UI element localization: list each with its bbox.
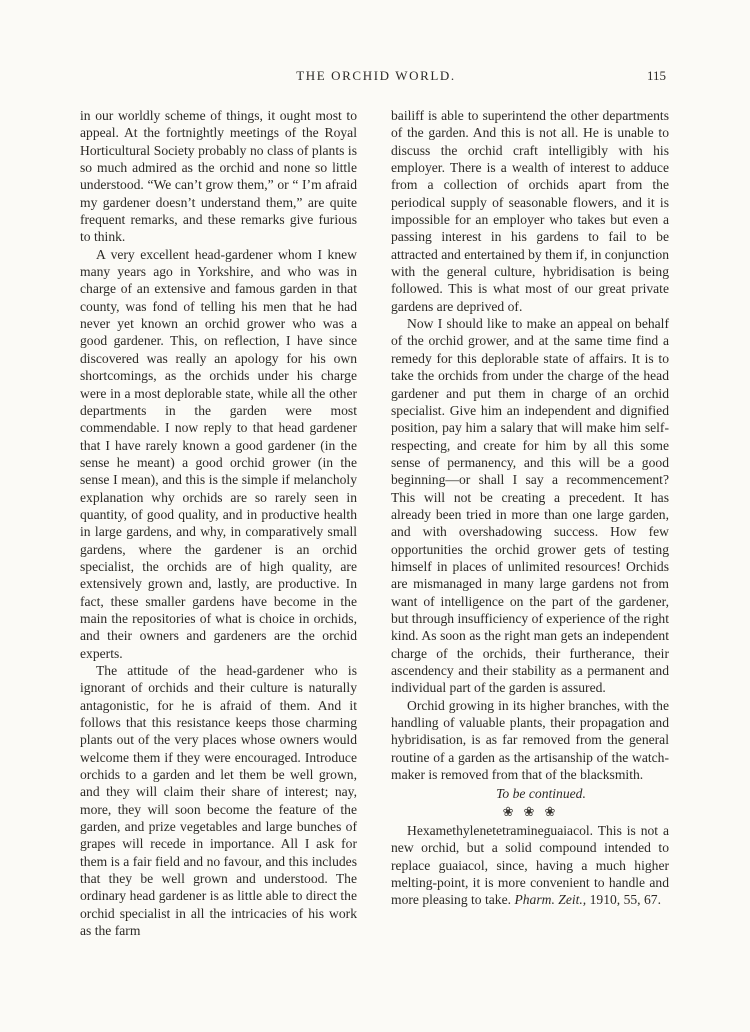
paragraph: Now I should like to make an appeal on behalf of the orchid grower, and at the same time find a remedy for this deplorable state of affairs. It is to take the orchids from under the charge of the head gardener and put them in charge of an orchid specialist. Give him an independent and dignified position, pay him a salary that will make him self-respecting, and create for him by all this some sense of permanency, and this will be a good beginning—or shall I say a recommencement? This will not be creating a precedent. It has already been tried in more than one large garden, and with overshadowing success. How few opportunities the orchid grower gets of testing himself in places of unlimited resources! Orchids are mismanaged in many large gardens not from want of intelligence on the part of the gardener, but through insufficiency of experience of the right kind. As soon as the right man gets an independent charge of the orchids, their furtherance, their ascendency and their stability as a permanent and individual part of the garden is assured. <box>391 316 669 696</box>
paragraph <box>391 822 669 909</box>
citation-journal: Pharm. Zeit., <box>514 892 587 908</box>
page-header <box>80 66 672 86</box>
to-be-continued: To be continued. <box>496 786 586 802</box>
paragraph: The attitude of the head-gardener who is ignorant of orchids and their culture is naturally antagonistic, for he is afraid of them. And it follows that this resistance keeps those charming plants out of the very places whose owners would welcome them if they were encouraged. Introduce orchids to a garden and let them be well grown, and they will claim their share of interest; nay, more, they will soon become the feature of the garden, and prize vegetables and large bunches of grapes will recede in importance. All I ask for them is a fair field and no favour, and this includes that they be well grown and understood. The ordinary head gardener is as little able to direct the orchid specialist in all the intricacies of his work as the farm <box>80 663 357 939</box>
paragraph: A very excellent head-gardener whom I knew many years ago in Yorkshire, and who was in charge of an extensive and famous garden in that county, was fond of telling his men that he had never yet known an orchid grower who was a good gardener. This, on reflection, I have since discovered was really an apology for his own shortcomings, as the orchids under his charge were in a most deplorable state, while all the other departments in the garden were most commendable. I now reply to that head gardener that I have rarely known a good gardener (in the sense he meant) a good orchid grower (in the sense I mean), and this is the simple if melancholy explanation why orchids are so rarely seen in quantity, of good quality, and in productive health in large gardens, and why, in comparatively small gardens, where the gardener is an orchid specialist, the orchids are of high quality, are extensively grown and, lastly, are productive. In fact, these smaller gardens have become in the main the repositories of what is choice in orchids, and their owners and gardeners are the orchid experts. <box>80 246 357 661</box>
paragraph: Orchid growing in its higher branches, with the handling of valuable plants, their propagation and hybridisation, is as far removed from the general routine of a garden as the artisanship of the watch-maker is removed from that of the blacksmith. <box>391 697 669 783</box>
left-column <box>80 107 357 940</box>
ornament-divider: ❀❀❀ <box>502 803 566 819</box>
paragraph: in our worldly scheme of things, it ought most to appeal. At the fortnightly meetings of the Royal Horticultural Society probably no class of plants is so much admired as the orchid and none so little understood. “We can’t grow them,” or “ I’m afraid my gardener doesn’t understand them,” are quite frequent remarks, and these remarks give furious to think. <box>80 108 357 245</box>
paragraph: bailiff is able to superintend the other departments of the garden. And this is not all. He is unable to discuss the orchid craft intelligibly with his employer. There is a wealth of interest to adduce from a collection of orchids apart from the periodical supply of seasonable flowers, and it is impossible for an employer who takes but even a passing interest in his gardens to fail to be attracted and entertained by them if, in conjunction with the general culture, hybridisation is being followed. This is what most of our great private gardens are deprived of. <box>391 108 669 314</box>
running-title: THE ORCHID WORLD. <box>296 68 456 83</box>
page-number: 115 <box>646 68 666 83</box>
citation-details: 1910, 55, 67. <box>586 892 661 908</box>
right-column <box>391 107 669 909</box>
paragraph-text: Hexamethylenetetramineguaiacol. This is not a new orchid, but a solid compound intended to replace guaiacol, since, having a much higher melting-point, it is more convenient to handle and more pleasing to take. <box>391 823 669 908</box>
